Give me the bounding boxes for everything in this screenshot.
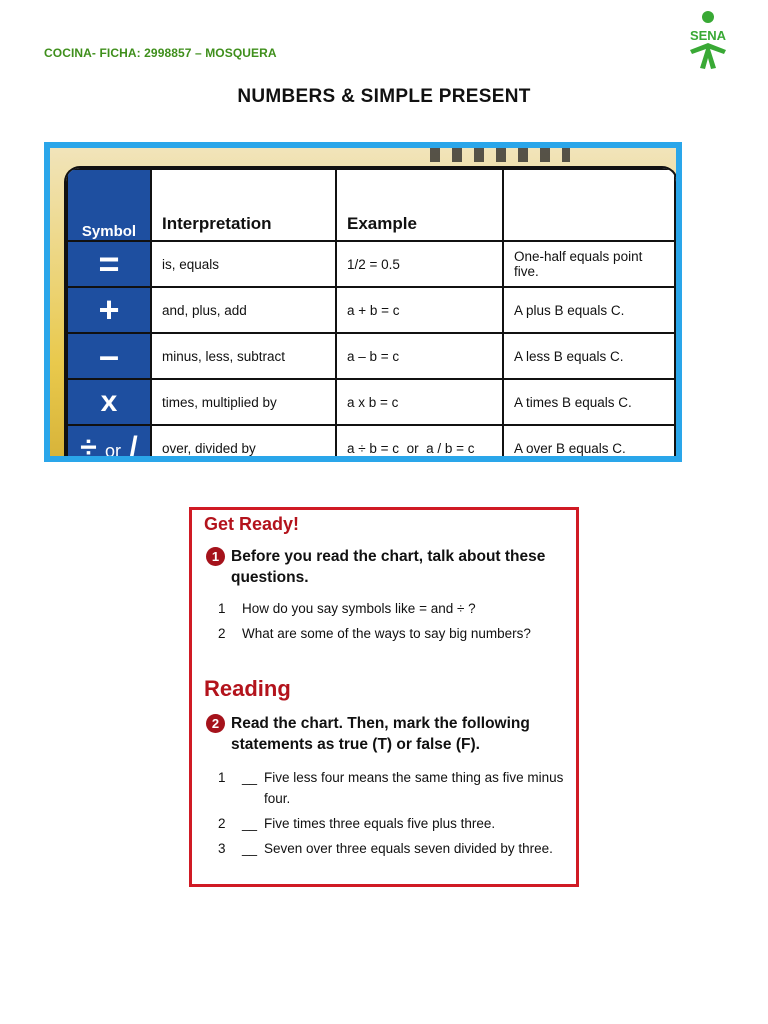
header-interpretation: Interpretation bbox=[151, 169, 336, 241]
item-number: 2 bbox=[218, 626, 226, 641]
header-example: Example bbox=[336, 169, 503, 241]
item-text: Five less four means the same thing as five minus four. bbox=[264, 770, 564, 806]
item-text: Five times three equals five plus three. bbox=[264, 816, 496, 831]
item-text: Seven over three equals seven divided by three. bbox=[264, 841, 553, 856]
cell-interpretation: is, equals bbox=[151, 241, 336, 287]
reading-heading: Reading bbox=[204, 676, 291, 701]
cell-spoken: One-half equals point five. bbox=[503, 241, 675, 287]
question-number-badge: 1 bbox=[206, 547, 225, 566]
cell-interpretation: over, divided by bbox=[151, 425, 336, 456]
times-symbol: x bbox=[100, 385, 118, 418]
header-spoken bbox=[503, 169, 675, 241]
question-number-badge: 2 bbox=[206, 714, 225, 733]
cell-spoken: A less B equals C. bbox=[503, 333, 675, 379]
divide-symbol bbox=[80, 431, 138, 456]
list-item bbox=[206, 598, 570, 619]
symbol-table-image bbox=[44, 142, 682, 462]
table-row bbox=[67, 333, 675, 379]
table-row bbox=[67, 287, 675, 333]
cell-spoken: A over B equals C. bbox=[503, 425, 675, 456]
item-number: 3 bbox=[218, 841, 226, 856]
list-item bbox=[206, 838, 570, 859]
header-symbol: Symbol bbox=[67, 169, 151, 241]
cell-example: a ÷ b = c or a / b = c bbox=[336, 425, 503, 456]
cell-spoken: A plus B equals C. bbox=[503, 287, 675, 333]
question-1 bbox=[206, 546, 570, 644]
table-row bbox=[67, 425, 675, 456]
table-row bbox=[67, 379, 675, 425]
divide-sign: ÷ bbox=[80, 431, 97, 456]
answer-blank[interactable]: __ bbox=[242, 841, 258, 856]
cell-spoken: A times B equals C. bbox=[503, 379, 675, 425]
page-title: NUMBERS & SIMPLE PRESENT bbox=[237, 86, 531, 107]
table-row bbox=[67, 241, 675, 287]
question-2-title: Read the chart. Then, mark the following statements as true (T) or false (F). bbox=[231, 715, 530, 753]
course-line: COCINA- FICHA: 2998857 – MOSQUERA bbox=[44, 46, 277, 60]
sena-logo bbox=[676, 10, 740, 72]
table-header-row bbox=[67, 169, 675, 241]
exercise-box bbox=[189, 507, 579, 887]
list-item bbox=[206, 767, 570, 809]
cell-interpretation: minus, less, subtract bbox=[151, 333, 336, 379]
symbol-table bbox=[64, 166, 676, 456]
item-number: 1 bbox=[218, 770, 226, 785]
item-number: 2 bbox=[218, 816, 226, 831]
cell-example: a + b = c bbox=[336, 287, 503, 333]
get-ready-heading: Get Ready! bbox=[204, 514, 300, 534]
answer-blank[interactable]: __ bbox=[242, 770, 258, 785]
item-number: 1 bbox=[218, 601, 226, 616]
question-1-title: Before you read the chart, talk about these questions. bbox=[231, 548, 546, 586]
cell-interpretation: times, multiplied by bbox=[151, 379, 336, 425]
list-item bbox=[206, 623, 570, 644]
or-label: or bbox=[105, 441, 122, 456]
list-item bbox=[206, 813, 570, 834]
cell-interpretation: and, plus, add bbox=[151, 287, 336, 333]
minus-symbol: – bbox=[98, 335, 120, 376]
item-text: What are some of the ways to say big numbers? bbox=[242, 626, 531, 641]
plus-symbol: + bbox=[98, 289, 120, 330]
cell-example: 1/2 = 0.5 bbox=[336, 241, 503, 287]
cell-example: a – b = c bbox=[336, 333, 503, 379]
item-text: How do you say symbols like = and ÷ ? bbox=[242, 601, 476, 616]
question-2 bbox=[206, 713, 570, 859]
cell-example: a x b = c bbox=[336, 379, 503, 425]
slash-sign: / bbox=[129, 431, 138, 456]
answer-blank[interactable]: __ bbox=[242, 816, 258, 831]
table-background bbox=[50, 148, 676, 456]
decorative-pattern bbox=[430, 148, 570, 162]
sena-logo-text: SENA bbox=[689, 28, 727, 43]
equals-symbol: = bbox=[98, 243, 120, 284]
